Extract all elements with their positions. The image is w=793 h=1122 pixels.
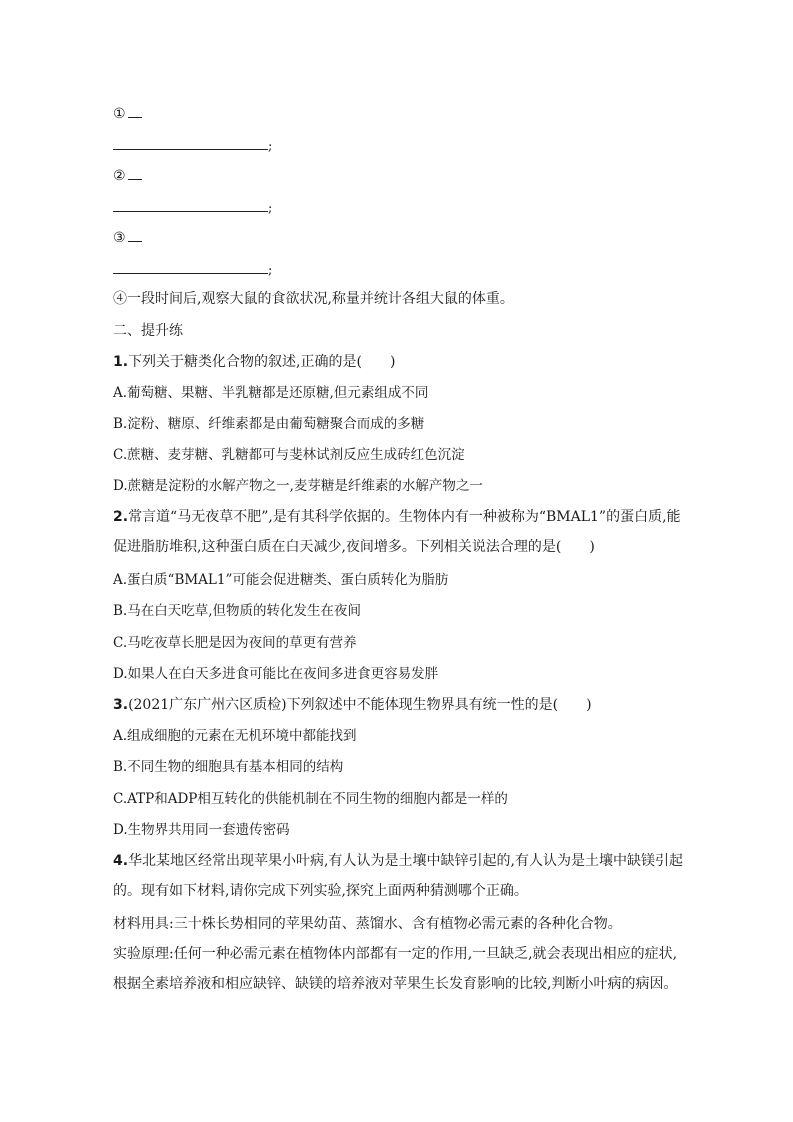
question-4-number: 4. <box>113 853 129 869</box>
question-1 <box>113 353 395 371</box>
question-2 <box>113 502 685 562</box>
question-1-option-a[interactable]: A.葡萄糖、果糖、半乳糖都是还原糖,但元素组成不同 <box>113 385 429 401</box>
step-1-label: ① <box>113 106 126 122</box>
step-1-short-blank[interactable] <box>128 105 142 118</box>
question-4-principle: 实验原理:任何一种必需元素在植物体内部都有一定的作用,一旦缺乏,就会表现出相应的症状,根据全素培养液和相应缺锌、缺镁的培养液对苹果生长发育影响的比较,判断小叶病的病因。 <box>113 946 678 992</box>
question-2-number: 2. <box>113 509 129 525</box>
question-2-option-d[interactable]: D.如果人在白天多进食可能比在夜间多进食更容易发胖 <box>113 666 439 682</box>
step-2 <box>113 167 142 185</box>
question-2-option-c[interactable]: C.马吃夜草长肥是因为夜间的草更有营养 <box>113 635 357 651</box>
step-2-answer-line[interactable] <box>113 211 268 212</box>
step-2-label: ② <box>113 168 126 184</box>
section-title: 二、提升练 <box>113 323 183 339</box>
step-1-semicolon: ; <box>268 139 273 154</box>
question-3-option-b[interactable]: B.不同生物的细胞具有基本相同的结构 <box>113 759 344 775</box>
question-3-stem: (2021广东广州六区质检)下列叙述中不能体现生物界具有统一性的是( ) <box>128 697 592 713</box>
question-2-option-a[interactable]: A.蛋白质“BMAL1”可能会促进糖类、蛋白质转化为脂肪 <box>113 572 449 588</box>
step-1 <box>113 105 142 123</box>
question-1-stem: 下列关于糖类化合物的叙述,正确的是( ) <box>128 354 396 370</box>
step-3-short-blank[interactable] <box>128 229 142 242</box>
step-3 <box>113 229 142 247</box>
question-1-option-d[interactable]: D.蔗糖是淀粉的水解产物之一,麦芽糖是纤维素的水解产物之一 <box>113 478 483 494</box>
question-4-materials: 材料用具:三十株长势相同的苹果幼苗、蒸馏水、含有植物必需元素的各种化合物。 <box>113 916 622 932</box>
question-3-option-d[interactable]: D.生物界共用同一套遗传密码 <box>113 822 290 838</box>
step-2-semicolon: ; <box>268 201 273 216</box>
step-1-answer-line[interactable] <box>113 149 268 150</box>
question-1-number: 1. <box>113 354 129 370</box>
question-3 <box>113 696 592 714</box>
question-4 <box>113 846 685 906</box>
question-2-stem: 常言道“马无夜草不肥”,是有其科学依据的。生物体内有一种被称为“BMAL1”的蛋白质,能促进脂肪堆积,这种蛋白质在白天减少,夜间增多。下列相关说法合理的是( ) <box>113 509 681 555</box>
step-3-semicolon: ; <box>268 263 273 278</box>
question-1-option-c[interactable]: C.蔗糖、麦芽糖、乳糖都可与斐林试剂反应生成砖红色沉淀 <box>113 447 465 463</box>
step-2-short-blank[interactable] <box>128 167 142 180</box>
step-3-answer-line[interactable] <box>113 273 268 274</box>
question-4-stem: 华北某地区经常出现苹果小叶病,有人认为是土壤中缺锌引起的,有人认为是土壤中缺镁引起的。现有如下材料,请你完成下列实验,探究上面两种猜测哪个正确。 <box>113 853 683 899</box>
question-2-option-b[interactable]: B.马在白天吃草,但物质的转化发生在夜间 <box>113 603 362 619</box>
question-3-option-a[interactable]: A.组成细胞的元素在无机环境中都能找到 <box>113 728 357 744</box>
question-1-option-b[interactable]: B.淀粉、糖原、纤维素都是由葡萄糖聚合而成的多糖 <box>113 416 425 432</box>
question-3-number: 3. <box>113 697 129 713</box>
step-4: ④一段时间后,观察大鼠的食欲状况,称量并统计各组大鼠的体重。 <box>113 291 514 307</box>
step-3-label: ③ <box>113 230 126 246</box>
question-3-option-c[interactable]: C.ATP和ADP相互转化的供能机制在不同生物的细胞内都是一样的 <box>113 791 508 807</box>
